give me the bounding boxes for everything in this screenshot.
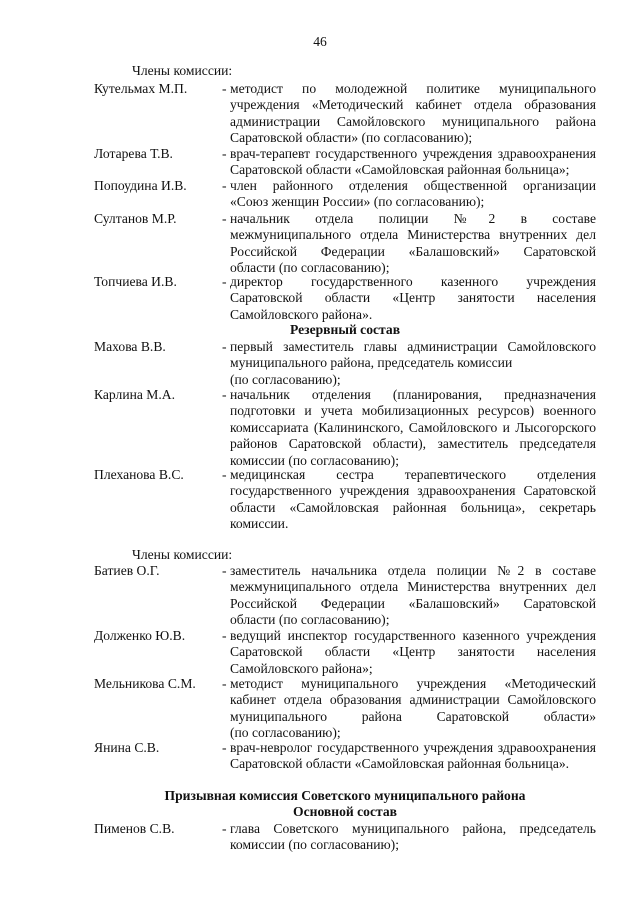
desc-line: Самойловского района». <box>230 306 373 322</box>
desc-line: врач-невролог государственного учреждения здравоохранения <box>230 740 596 755</box>
member-description <box>230 821 596 854</box>
dash: - <box>222 339 227 354</box>
desc-line: член районного отделения общественной организации <box>230 178 596 193</box>
member-description <box>230 740 596 773</box>
desc-line: Саратовской области «Центр занятости населения <box>230 644 596 660</box>
section-title: Призывная комиссия Советского муниципального района <box>164 788 526 803</box>
reserve-heading: Резервный состав <box>289 322 401 337</box>
desc-line: межмуниципального отдела Министерства внутренних дел <box>230 227 596 243</box>
desc-line: начальник отделения (планирования, предназначения <box>230 387 596 402</box>
desc-line: области (по согласованию); <box>230 260 390 276</box>
member-description <box>230 81 596 147</box>
desc-line: области (по согласованию); <box>230 612 390 628</box>
member-name: Янина С.В. <box>94 740 160 755</box>
desc-line: учреждения «Методический кабинет отдела образования <box>230 97 596 113</box>
desc-line: Саратовской области «Центр занятости населения <box>230 290 596 306</box>
dash: - <box>222 821 227 836</box>
desc-line: кабинет отдела образования администрации Самойловского <box>230 692 596 708</box>
member-name: Султанов М.Р. <box>94 211 177 226</box>
dash: - <box>222 628 227 643</box>
members-heading: Члены комиссии: <box>132 63 233 78</box>
dash: - <box>222 146 227 161</box>
desc-line: муниципального района Саратовской области» <box>230 708 596 724</box>
desc-line: комиссариата (Калининского, Самойловского и Лысогорского <box>230 419 596 435</box>
desc-line: директор государственного казенного учреждения <box>230 274 596 289</box>
dash: - <box>222 211 227 226</box>
desc-line: методист муниципального учреждения «Методический <box>230 676 596 691</box>
desc-line: глава Советского муниципального района, председатель <box>230 821 596 836</box>
dash: - <box>222 387 227 402</box>
dash: - <box>222 563 227 578</box>
desc-line: Саратовской области «Самойловская районная больница»; <box>230 162 570 178</box>
desc-line: медицинская сестра терапевтического отделения <box>230 467 596 482</box>
member-description <box>230 676 596 742</box>
member-name: Пименов С.В. <box>94 821 175 836</box>
desc-line: Российской Федерации «Балашовский» Саратовской <box>230 243 596 259</box>
dash: - <box>222 467 227 482</box>
desc-line: государственного учреждения здравоохранения Саратовской <box>230 483 596 499</box>
member-description <box>230 467 596 533</box>
member-description <box>230 274 596 323</box>
desc-line: комиссии (по согласованию); <box>230 452 399 468</box>
desc-line: администрации Самойловского муниципального района <box>230 113 596 129</box>
desc-line: области «Самойловская районная больница», секретарь <box>230 499 596 515</box>
desc-line: комиссии (по согласованию); <box>230 837 399 853</box>
desc-line: методист по молодежной политике муниципального <box>230 81 596 96</box>
member-description <box>230 387 596 469</box>
member-name: Батиев О.Г. <box>94 563 160 578</box>
member-name: Топчиева И.В. <box>94 274 177 289</box>
desc-line: Российской Федерации «Балашовский» Саратовской <box>230 595 596 611</box>
dash: - <box>222 81 227 96</box>
member-name: Лотарева Т.В. <box>94 146 173 161</box>
member-name: Мельникова С.М. <box>94 676 196 691</box>
member-name: Долженко Ю.В. <box>94 628 186 643</box>
desc-line: Саратовской области «Самойловская районная больница». <box>230 756 570 772</box>
dash: - <box>222 178 227 193</box>
desc-line: заместитель начальника отдела полиции №2 в составе <box>230 563 596 578</box>
member-description <box>230 339 596 388</box>
desc-line: (по согласованию); <box>230 725 341 741</box>
desc-line: комиссии. <box>230 516 289 532</box>
desc-line: «Союз женщин России» (по согласованию); <box>230 194 485 210</box>
desc-line: муниципального района, председатель комиссии <box>230 355 513 371</box>
desc-line: первый заместитель главы администрации Самойловского <box>230 339 596 354</box>
member-name: Попоудина И.В. <box>94 178 187 193</box>
desc-line: начальник отдела полиции №2 в составе <box>230 211 596 226</box>
dash: - <box>222 676 227 691</box>
desc-line: (по согласованию); <box>230 371 341 387</box>
dash: - <box>222 274 227 289</box>
page-number: 46 <box>313 34 327 49</box>
member-description <box>230 146 596 179</box>
member-description <box>230 628 596 677</box>
member-name: Кутельмах М.П. <box>94 81 188 96</box>
desc-line: Саратовской области» (по согласованию); <box>230 130 473 146</box>
member-name: Плеханова В.С. <box>94 467 184 482</box>
desc-line: районов Саратовской области), заместитель председателя <box>230 436 596 452</box>
main-heading: Основной состав <box>293 804 397 819</box>
desc-line: ведущий инспектор государственного казенного учреждения <box>230 628 596 643</box>
desc-line: врач-терапевт государственного учреждения здравоохранения <box>230 146 596 161</box>
member-description <box>230 563 596 629</box>
members-heading: Члены комиссии: <box>132 547 233 562</box>
member-name: Махова В.В. <box>94 339 166 354</box>
member-description <box>230 178 596 211</box>
desc-line: межмуниципального отдела Министерства внутренних дел <box>230 579 596 595</box>
dash: - <box>222 740 227 755</box>
desc-line: подготовки и учета мобилизационных ресурсов) военного <box>230 403 596 419</box>
desc-line: Самойловского района»; <box>230 660 373 676</box>
member-name: Карлина М.А. <box>94 387 176 402</box>
member-description <box>230 211 596 277</box>
